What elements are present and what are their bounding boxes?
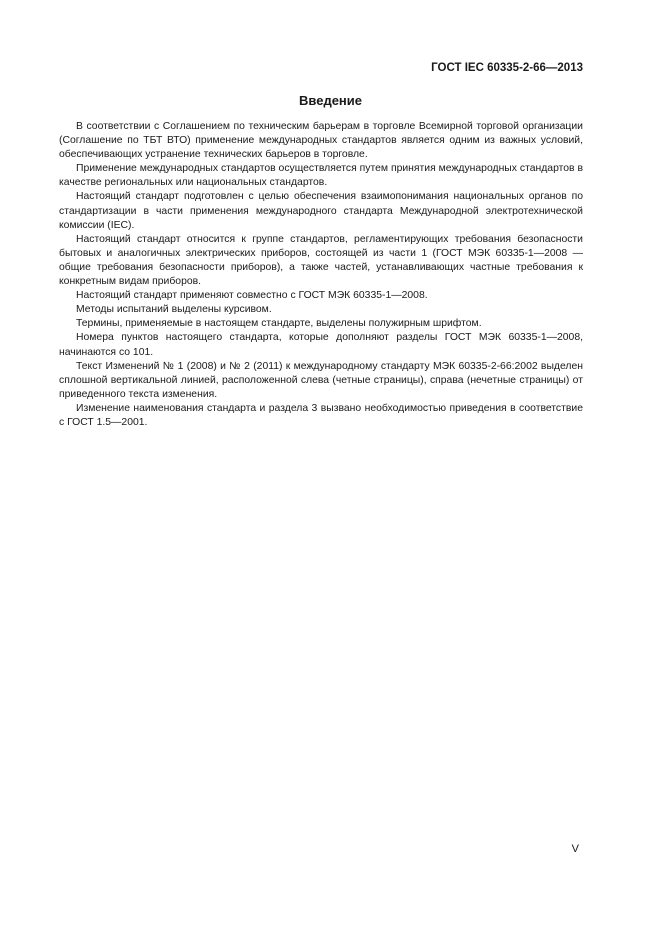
paragraph-international-standards: Применение международных стандартов осуществляется путем принятия международных стандартов в качестве региональных или национальных стандартов. <box>59 163 583 189</box>
paragraph-clause-numbers: Номера пунктов настоящего стандарта, которые дополняют разделы ГОСТ МЭК 60335-1—2008, начинаются со 101. <box>59 332 583 358</box>
paragraph-applied-with: Настоящий стандарт применяют совместно с ГОСТ МЭК 60335-1—2008. <box>76 290 428 302</box>
document-code-header: ГОСТ IEC 60335-2-66—2013 <box>431 62 583 74</box>
paragraph-wto-agreement: В соответствии с Соглашением по техническим барьерам в торговле Всемирной торговой организации (Соглашение по ТБТ ВТО) применение международных стандартов является одним из важных условий, обеспечивающих устранение технических барьеров в торговле. <box>59 121 583 161</box>
paragraph-amendments: Текст Изменений № 1 (2008) и № 2 (2011) к международному стандарту МЭК 60335-2-66:2002 выделен сплошной вертикальной линией, расположенной слева (четные страницы), справа (нечетные страницы) от приведенного текста изменения. <box>59 360 583 400</box>
paragraph-standard-group: Настоящий стандарт относится к группе стандартов, регламентирующих требования безопасности бытовых и аналогичных электрических приборов, состоящей из части 1 (ГОСТ МЭК 60335-1—2008 — общие требования безопасности приборов), а также частей, устанавливающих частные требования к конкретным видам приборов. <box>59 233 583 288</box>
paragraph-terms: Термины, применяемые в настоящем стандарте, выделены полужирным шрифтом. <box>76 318 482 330</box>
paragraph-purpose: Настоящий стандарт подготовлен с целью обеспечения взаимопонимания национальных органов по стандартизации в части применения международного стандарта Международной электротехнической комиссии (IEC). <box>59 191 583 231</box>
page-number: V <box>571 843 579 855</box>
document-body <box>59 120 583 430</box>
section-title: Введение <box>299 93 362 108</box>
paragraph-title-change: Изменение наименования стандарта и раздела 3 вызвано необходимостью приведения в соответствие с ГОСТ 1.5—2001. <box>59 402 583 428</box>
paragraph-test-methods: Методы испытаний выделены курсивом. <box>76 304 272 316</box>
